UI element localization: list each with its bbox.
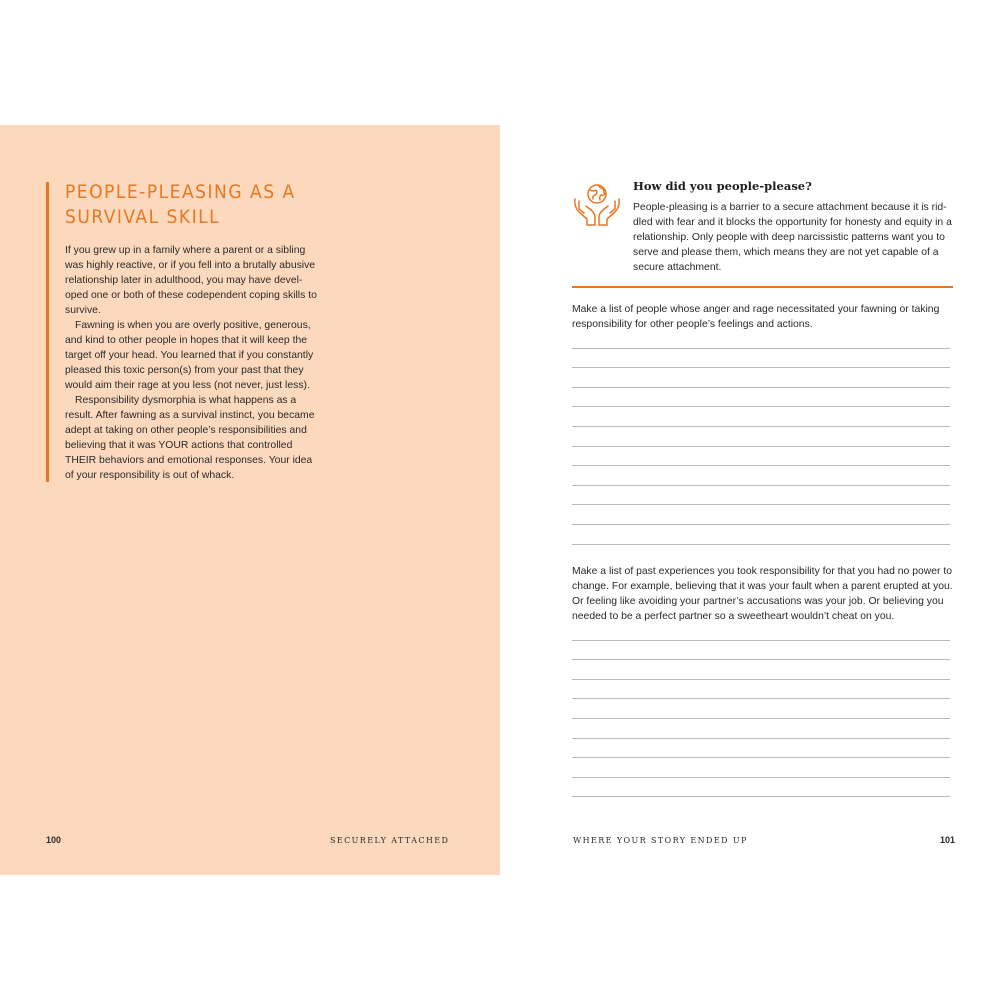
writing-line[interactable] [572, 466, 950, 486]
page-number-left: 100 [46, 835, 62, 845]
writing-line[interactable] [572, 621, 950, 641]
writing-line[interactable] [572, 388, 950, 408]
globe-in-hands-icon [572, 179, 622, 229]
writing-line[interactable] [572, 329, 950, 349]
writing-line[interactable] [572, 368, 950, 388]
writing-line[interactable] [572, 349, 950, 369]
box-text: People-pleasing is a barrier to a secure attachment because it is rid-dled with fear and it blocks the opportunity for honesty and equity in a relationship. Only people with deep narcissistic patterns want you to serve and please them, which means they are not yet capable of a secure attachment. [633, 202, 952, 273]
right-page [500, 125, 1000, 875]
writing-line[interactable] [572, 427, 950, 447]
writing-line[interactable] [572, 660, 950, 680]
writing-lines-2[interactable] [572, 621, 950, 797]
writing-lines-1[interactable] [572, 329, 950, 545]
writing-line[interactable] [572, 699, 950, 719]
left-page [0, 125, 500, 875]
divider-rule [572, 286, 953, 288]
page-number-right: 101 [940, 835, 956, 845]
running-head-right: WHERE YOUR STORY ENDED UP [573, 836, 748, 845]
section-heading: PEOPLE-PLEASING AS A SURVIVAL SKILL [65, 181, 296, 228]
running-head-left: SECURELY ATTACHED [330, 836, 450, 845]
writing-prompt-1: Make a list of people whose anger and rage necessitated your fawning or taking responsibility for other people’s feelings and actions. [572, 304, 940, 330]
body-text [65, 243, 317, 483]
writing-line[interactable] [572, 641, 950, 661]
writing-prompt-2: Make a list of past experiences you took responsibility for that you had no power to change. For example, believing that it was your fault when a parent erupted at you. Or feeling like avoiding your partner’s accusations was your job. Or believing you needed to be a perfect partner so a sweetheart wouldn’t cheat on you. [572, 566, 953, 622]
writing-line[interactable] [572, 739, 950, 759]
paragraph: Responsibility dysmorphia is what happens as a result. After fawning as a survival instinct, you became adept at taking on other people’s responsibilities and believing that it was YOUR actions that controlled THEIR behaviors and emotional responses. Your idea of your responsibility is out of whack. [65, 395, 315, 481]
writing-line[interactable] [572, 505, 950, 525]
writing-line[interactable] [572, 719, 950, 739]
paragraph: Fawning is when you are overly positive, generous, and kind to other people in hopes that it will keep the target off your head. You learned that if you constantly pleased this toxic person(s) from your past that they would aim their rage at you less (not never, just less). [65, 320, 314, 391]
writing-line[interactable] [572, 778, 950, 798]
writing-line[interactable] [572, 486, 950, 506]
writing-line[interactable] [572, 407, 950, 427]
writing-line[interactable] [572, 758, 950, 778]
paragraph: If you grew up in a family where a parent or a sibling was highly reactive, or if you fell into a brutally abusive relationship later in adulthood, you may have devel-oped one or both of these codependent coping skills to survive. [65, 245, 317, 316]
writing-line[interactable] [572, 525, 950, 545]
writing-line[interactable] [572, 447, 950, 467]
box-title: How did you people-please? [633, 179, 812, 193]
writing-line[interactable] [572, 680, 950, 700]
heading-accent-bar [46, 182, 49, 482]
